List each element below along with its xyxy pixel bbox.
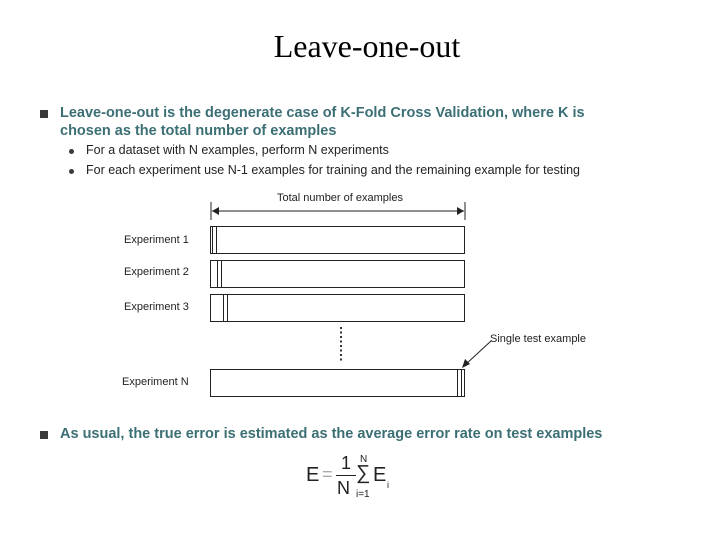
- callout-arrow: [455, 335, 495, 375]
- sub-bullet-2: For each experiment use N-1 examples for training and the remaining example for testing: [86, 163, 581, 177]
- sub-bullet-1: For a dataset with N examples, perform N experiments: [86, 143, 389, 157]
- bullet-1-line-2: chosen as the total number of examples: [60, 123, 337, 139]
- span-arrow: [205, 200, 471, 222]
- experiment-label-n: Experiment N: [122, 376, 189, 388]
- experiment-label-1: Experiment 1: [124, 234, 189, 246]
- bullet-marker: [40, 431, 48, 439]
- sub-bullet-marker: [69, 169, 74, 174]
- formula-sum-upper: N: [360, 454, 368, 465]
- formula-fraction-bar: [336, 475, 356, 476]
- diagram-header: Total number of examples: [277, 192, 403, 204]
- formula-sum-symbol: ∑: [356, 462, 371, 484]
- formula-equals: =: [322, 464, 333, 484]
- test-example-slot: [212, 227, 217, 253]
- formula-sum-lower: i=1: [356, 489, 370, 500]
- test-example-slot: [217, 261, 222, 287]
- slide-title: Leave-one-out: [273, 28, 461, 64]
- bullet-marker: [40, 110, 48, 118]
- experiment-3-bar: [210, 294, 465, 322]
- experiment-label-3: Experiment 3: [124, 301, 189, 313]
- callout-label: Single test example: [490, 333, 586, 345]
- sub-bullet-marker: [69, 149, 74, 154]
- experiment-1-bar: [210, 226, 465, 254]
- experiment-n-bar: [210, 369, 465, 397]
- test-example-slot: [223, 295, 228, 321]
- bullet-1-line-1: Leave-one-out is the degenerate case of K-Fold Cross Validation, where K is: [60, 105, 585, 121]
- formula-denominator: N: [337, 478, 350, 498]
- formula-term: E: [373, 464, 387, 486]
- ellipsis-dots: [336, 325, 346, 365]
- formula-lhs: E: [306, 464, 320, 486]
- formula-subscript: i: [387, 480, 389, 490]
- experiment-2-bar: [210, 260, 465, 288]
- formula-numerator: 1: [341, 453, 352, 473]
- bullet-2-line-1: As usual, the true error is estimated as the average error rate on test examples: [60, 426, 603, 442]
- experiment-label-2: Experiment 2: [124, 266, 189, 278]
